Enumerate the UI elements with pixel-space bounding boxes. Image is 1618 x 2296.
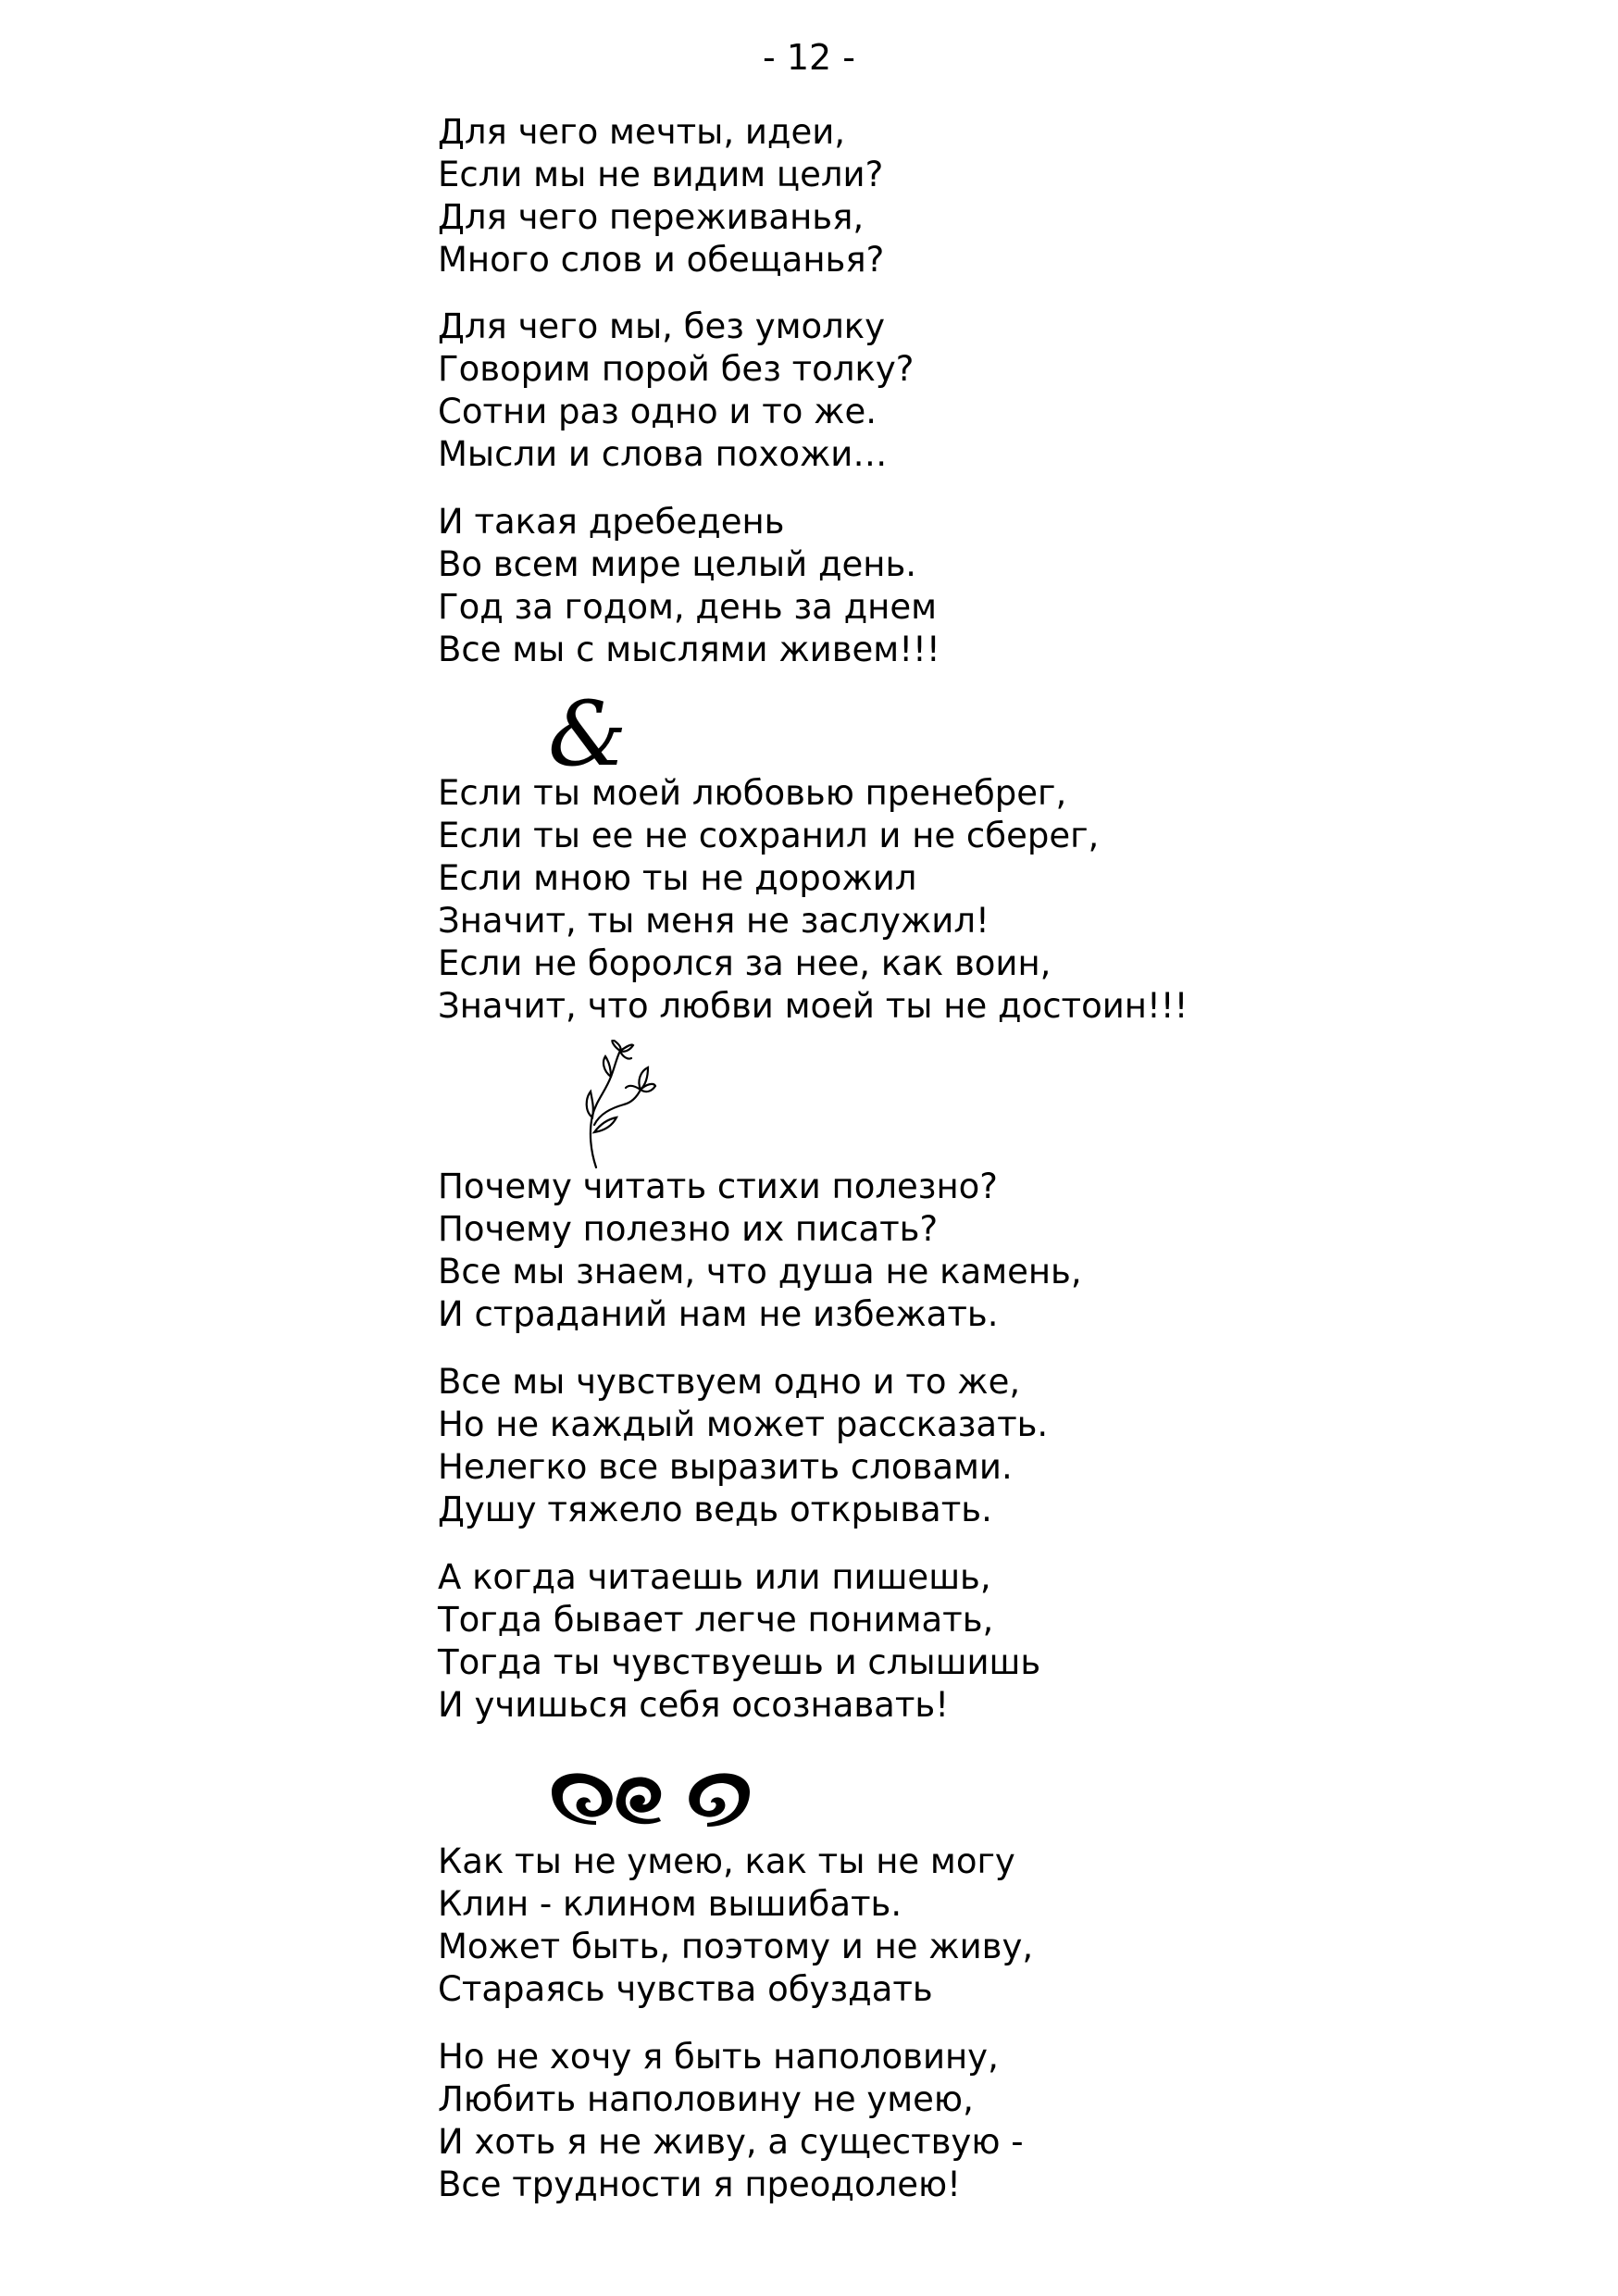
stanza-5 xyxy=(438,1166,1082,1336)
poem-line: А когда читаешь или пишешь, xyxy=(438,1557,991,1597)
ampersand-glyph: & xyxy=(548,693,628,776)
poem-line: Почему читать стихи полезно? xyxy=(438,1167,998,1206)
poem-line: Для чего переживанья, xyxy=(438,197,865,237)
poem-line: Значит, что любви моей ты не достоин!!! xyxy=(438,986,1189,1026)
page-number: - 12 - xyxy=(763,37,855,78)
poem-line: Нелегко все выразить словами. xyxy=(438,1447,1013,1487)
lily-flower-ornament-icon xyxy=(583,1040,657,1169)
scroll-flourish-ornament-icon xyxy=(544,1764,757,1828)
poem-line: Все мы знаем, что душа не камень, xyxy=(438,1252,1082,1292)
poem-line: Все мы с мыслями живем!!! xyxy=(438,630,940,669)
poem-line: Стараясь чувства обуздать xyxy=(438,1969,933,2009)
poem-line: Говорим порой без толку? xyxy=(438,349,915,389)
stanza-8 xyxy=(438,1841,1033,2011)
poem-line: Сотни раз одно и то же. xyxy=(438,392,877,431)
poem-line: Мысли и слова похожи… xyxy=(438,434,888,474)
poem-line: Почему полезно их писать? xyxy=(438,1209,939,1249)
poem-line: Если мною ты не дорожил xyxy=(438,858,917,898)
poem-line: Все трудности я преодолею! xyxy=(438,2165,962,2204)
poem-line: И такая дребедень xyxy=(438,502,785,542)
poem-line: И страданий нам не избежать. xyxy=(438,1294,999,1334)
poem-line: Любить наполовину не умею, xyxy=(438,2079,974,2119)
poem-line: Если ты моей любовью пренебрег, xyxy=(438,773,1067,813)
poem-line: Для чего мечты, идеи, xyxy=(438,112,846,152)
poem-line: Если ты ее не сохранил и не сберег, xyxy=(438,816,1100,855)
poem-line: Душу тяжело ведь открывать. xyxy=(438,1490,992,1529)
poem-line: Значит, ты меня не заслужил! xyxy=(438,901,989,941)
poem-line: Клин - клином вышибать. xyxy=(438,1884,902,1924)
stanza-6 xyxy=(438,1361,1048,1531)
poem-line: Во всем мире целый день. xyxy=(438,544,917,584)
poem-line: Тогда бывает легче понимать, xyxy=(438,1600,994,1640)
poem-line: Но не каждый может рассказать. xyxy=(438,1404,1049,1444)
poem-line: Если не боролся за нее, как воин, xyxy=(438,943,1052,983)
poem-line: Год за годом, день за днем xyxy=(438,587,938,627)
stanza-1 xyxy=(438,111,884,281)
poem-line: Может быть, поэтому и не живу, xyxy=(438,1927,1034,1966)
stanza-4 xyxy=(438,772,1188,1028)
poem-line: Много слов и обещанья? xyxy=(438,240,885,280)
stanza-3 xyxy=(438,501,940,671)
stanza-2 xyxy=(438,306,914,476)
poem-line: Если мы не видим цели? xyxy=(438,155,884,194)
poem-line: Все мы чувствуем одно и то же, xyxy=(438,1362,1021,1402)
poem-line: И учишься себя осознавать! xyxy=(438,1685,950,1725)
stanza-9 xyxy=(438,2036,1024,2206)
ampersand-ornament-icon xyxy=(544,693,660,776)
poem-line: Тогда ты чувствуешь и слышишь xyxy=(438,1642,1041,1682)
stanza-7 xyxy=(438,1556,1040,1727)
poem-line: И хоть я не живу, а существую - xyxy=(438,2122,1024,2162)
poem-line: Но не хочу я быть наполовину, xyxy=(438,2037,999,2077)
poem-line: Как ты не умею, как ты не могу xyxy=(438,1841,1015,1881)
poem-line: Для чего мы, без умолку xyxy=(438,306,886,346)
